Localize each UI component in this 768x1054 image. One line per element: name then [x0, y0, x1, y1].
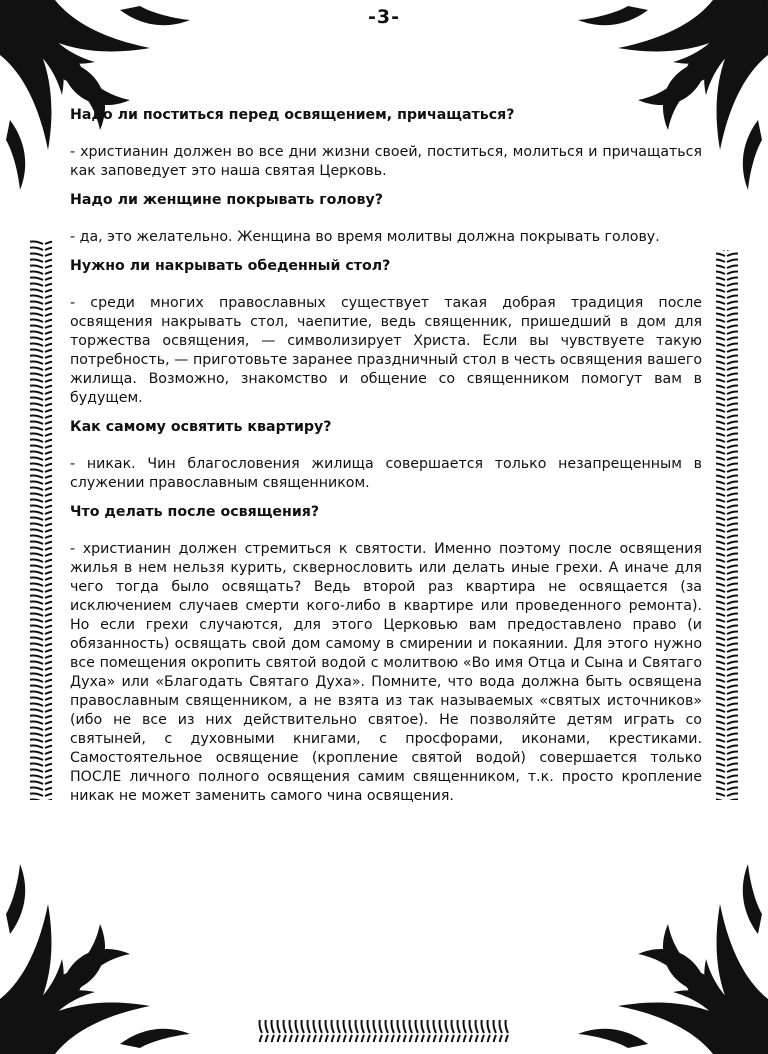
answer-paragraph: - никак. Чин благословения жилища совершается только незапрещенным в служении православным священником.: [70, 456, 702, 491]
section: [70, 106, 702, 181]
question-heading: Что делать после освящения?: [70, 504, 320, 520]
corner-ornament-bottom-right: [578, 864, 768, 1054]
bottom-coil-border: [258, 1020, 510, 1042]
section: [70, 418, 702, 493]
section: [70, 503, 702, 806]
answer-paragraph: - христианин должен во все дни жизни своей, поститься, молиться и причащаться как заповедует это наша святая Церковь.: [70, 144, 702, 179]
question-heading: Нужно ли накрывать обеденный стол?: [70, 258, 391, 274]
answer-paragraph: - среди многих православных существует такая добрая традиция после освящения накрывать стол, чаепитие, ведь священник, пришедший в дом для торжества освящения, — символизирует Христа. Если вы чувствуете такую потребность, — приготовьте заранее праздничный стол в честь освящения вашего жилища. Возможно, знакомство и общение со священником помогут вам в будущем.: [70, 295, 702, 406]
corner-ornament-bottom-left: [0, 864, 190, 1054]
section: [70, 257, 702, 408]
document-body: [70, 106, 702, 816]
right-coil-border: [716, 250, 738, 800]
answer-paragraph: - да, это желательно. Женщина во время молитвы должна покрывать голову.: [70, 229, 660, 245]
question-heading: Надо ли поститься перед освящением, причащаться?: [70, 107, 515, 123]
left-coil-border: [30, 240, 52, 800]
question-heading: Как самому освятить квартиру?: [70, 419, 332, 435]
section: [70, 191, 702, 247]
answer-paragraph: - христианин должен стремиться к святости. Именно поэтому после освящения жилья в нем нельзя курить, сквернословить или делать иные грехи. А иначе для чего тогда было освящать? Ведь второй раз квартира не освящается (за исключением случаев смерти кого-либо в квартире или проведенного ремонта). Но если грехи случаются, для этого Церковью вам предоставлено право (и обязанность) освящать свой дом самому в смирении и покаянии. Для этого нужно все помещения окропить святой водой с молитвою «Во имя Отца и Сына и Святаго Духа» или «Благодать Святаго Духа». Помните, что вода должна быть освящена православным священником, а не взята из так называемых «святых источников» (ибо не все из них действительно святое). Не позволяйте детям играть со святыней, с духовными книгами, с просфорами, иконами, крестиками. Самостоятельное освящение (кропление святой водой) совершается только ПОСЛЕ личного полного освящения самим священником, т.к. просто кропление никак не может заменить самого чина освящения.: [70, 541, 702, 804]
question-heading: Надо ли женщине покрывать голову?: [70, 192, 383, 208]
page-number: -3-: [368, 6, 400, 28]
